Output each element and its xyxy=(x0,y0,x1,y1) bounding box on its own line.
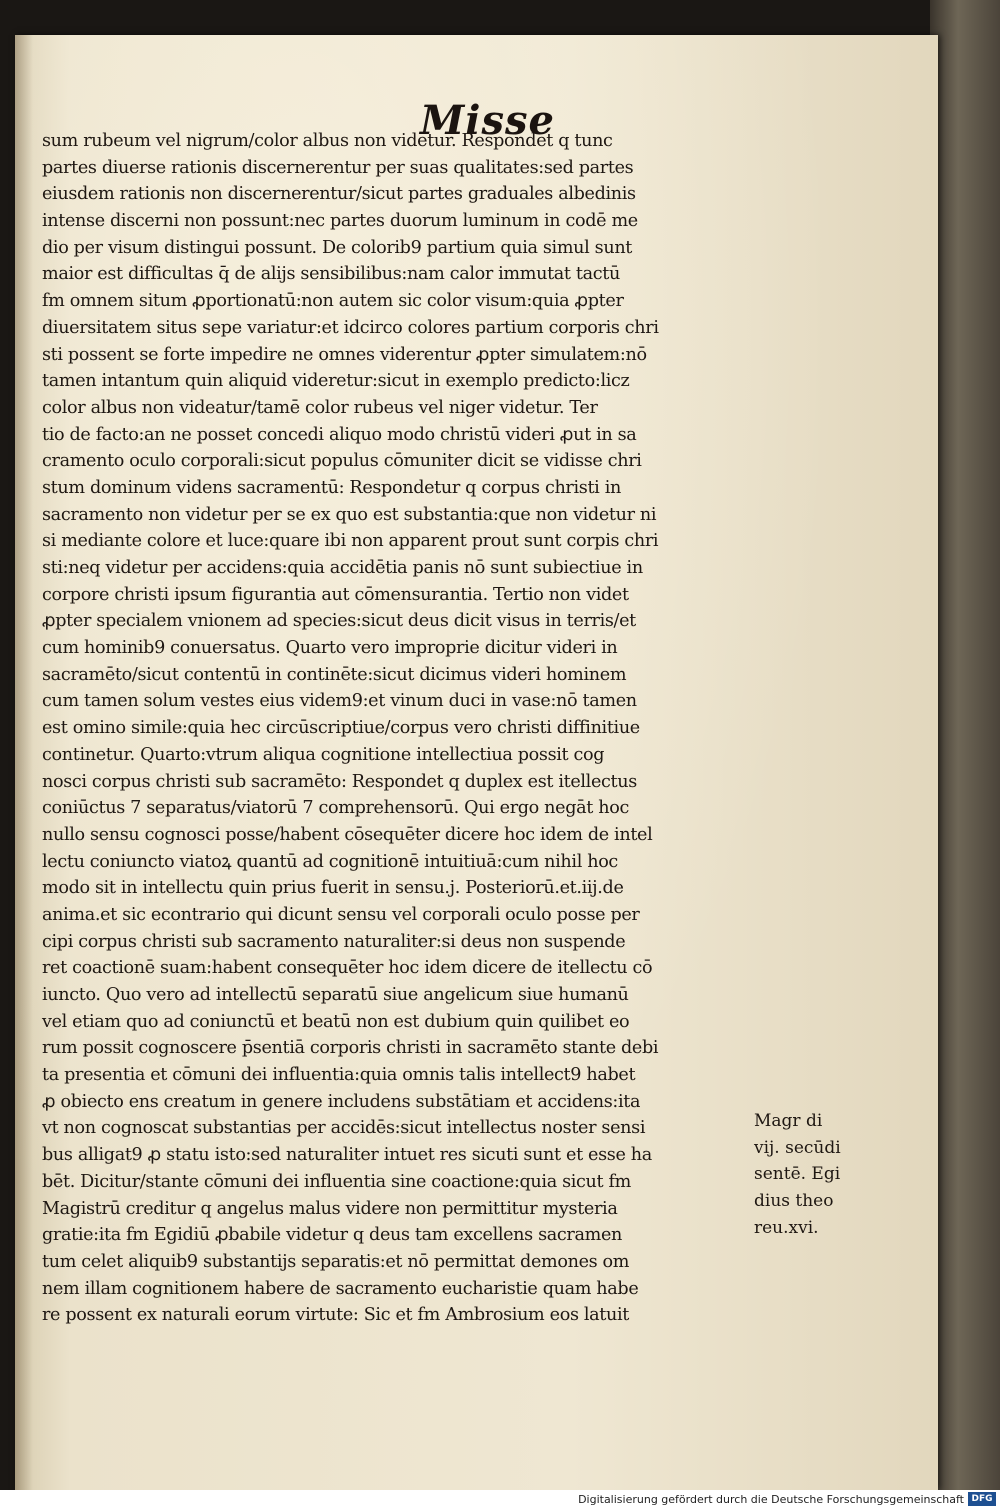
marginal-note-line: reu.xvi. xyxy=(754,1217,819,1238)
text-line: cipi corpus christi sub sacramento naturaliter:si deus non suspende xyxy=(42,931,626,952)
text-line: ret coactionē suam:habent consequēter hoc idem dicere de itellectu cō xyxy=(42,958,653,979)
text-line: sum rubeum vel nigrum/color albus non videtur. Respondet q tunc xyxy=(42,131,613,151)
text-line: cum tamen solum vestes eius videm9:et vinum duci in vase:nō tamen xyxy=(42,691,637,712)
text-line: modo sit in intellectu quin prius fuerit in sensu.j. Posteriorū.et.iij.de xyxy=(42,878,624,899)
text-line: rum possit cognoscere p̄sentiā corporis christi in sacramēto stante debi xyxy=(42,1038,659,1059)
text-line: nullo sensu cognosci posse/habent cōsequēter dicere hoc idem de intel xyxy=(42,824,653,845)
running-head: Misse xyxy=(420,97,555,144)
text-line: eiusdem rationis non discernerentur/sicut partes graduales albedinis xyxy=(42,184,636,205)
text-line: color albus non videatur/tamē color rubeus vel niger videtur. Ter xyxy=(42,397,598,418)
body-text-column xyxy=(42,128,760,1329)
text-line: cramento oculo corporali:sicut populus cōmuniter dicit se vidisse chri xyxy=(42,451,642,472)
text-line: est omino simile:quia hec circūscriptiue/corpus vero christi diffinitiue xyxy=(42,718,640,739)
text-line: partes diuerse rationis discernerentur per suas qualitates:sed partes xyxy=(42,157,634,178)
text-line: corpore christi ipsum figurantia aut cōmensurantia. Tertio non videt xyxy=(42,584,629,605)
text-line: continetur. Quarto:vtrum aliqua cognitione intellectiua possit cog xyxy=(42,744,605,765)
marginal-note-line: sentē. Egi xyxy=(754,1164,841,1185)
text-line: intense discerni non possunt:nec partes duorum luminum in codē me xyxy=(42,211,638,232)
text-line: sti:neq videtur per accidens:quia accidētia panis nō sunt subiectiue in xyxy=(42,558,643,578)
text-line: sacramento non videtur per se ex quo est substantia:que non videtur ni xyxy=(42,504,657,525)
text-line: diuersitatem situs sepe variatur:et idcirco colores partium corporis chri xyxy=(42,317,659,338)
text-line: gratie:ita fm Egidiū ꝓbabile videtur q deus tam excellens sacramen xyxy=(42,1225,622,1246)
marginal-note-line: vij. secūdi xyxy=(754,1137,841,1158)
text-line: tamen intantum quin aliquid videretur:sicut in exemplo predicto:licz xyxy=(42,371,630,392)
text-line: ꝓ obiecto ens creatum in genere includens substātiam et accidens:ita xyxy=(42,1091,641,1112)
text-line: coniūctus 7 separatus/viatorū 7 comprehensorū. Qui ergo negāt hoc xyxy=(42,798,629,819)
text-line: bus alligat9 ꝓ statu isto:sed naturaliter intuet res sicuti sunt et esse ha xyxy=(42,1145,652,1166)
text-line: Magistrū creditur q angelus malus videre non permittitur mysteria xyxy=(42,1198,618,1219)
text-line: vt non cognoscat substantias per accidēs:sicut intellectus noster sensi xyxy=(42,1118,646,1139)
text-line: ꝓpter specialem vnionem ad species:sicut deus dicit visus in terris/et xyxy=(42,611,636,632)
marginal-note xyxy=(754,1108,864,1241)
text-line: nosci corpus christi sub sacramēto: Respondet q duplex est itellectus xyxy=(42,771,637,792)
text-line: sacramēto/sicut contentū in continēte:sicut dicimus videri hominem xyxy=(42,664,627,685)
text-line: tio de facto:an ne posset concedi aliquo modo christū videri ꝓut in sa xyxy=(42,424,637,445)
marginal-note-line: dius theo xyxy=(754,1191,834,1212)
text-line: si mediante colore et luce:quare ibi non apparent prout sunt corpis chri xyxy=(42,531,659,552)
marginal-note-line: Magr di xyxy=(754,1111,823,1131)
dfg-logo: DFG xyxy=(968,1492,996,1506)
text-line: maior est difficultas q̄ de alijs sensibilibus:nam calor immutat tactū xyxy=(42,264,620,285)
funding-credit: Digitalisierung gefördert durch die Deutsche Forschungsgemeinschaft xyxy=(578,1493,964,1506)
text-line: lectu coniuncto viatoꝝ quantū ad cognitionē intuitiuā:cum nihil hoc xyxy=(42,851,618,872)
text-line: cum hominib9 conuersatus. Quarto vero improprie dicitur videri in xyxy=(42,638,618,659)
adjacent-page-edge xyxy=(930,0,1000,1490)
text-line: nem illam cognitionem habere de sacramento eucharistie quam habe xyxy=(42,1278,639,1299)
text-line: ta presentia et cōmuni dei influentia:quia omnis talis intellect9 habet xyxy=(42,1065,636,1086)
text-line: iuncto. Quo vero ad intellectū separatū siue angelicum siue humanū xyxy=(42,985,629,1005)
text-line: fm omnem situm ꝓportionatū:non autem sic color visum:quia ꝓpter xyxy=(42,291,624,312)
text-line: vel etiam quo ad coniunctū et beatū non est dubium quin quilibet eo xyxy=(42,1011,630,1032)
text-line: dio per visum distingui possunt. De colorib9 partium quia simul sunt xyxy=(42,237,633,258)
text-line: stum dominum videns sacramentū: Respondetur q corpus christi in xyxy=(42,477,621,498)
text-line: anima.et sic econtrario qui dicunt sensu vel corporali oculo posse per xyxy=(42,904,640,925)
text-line: re possent ex naturali eorum virtute: Sic et fm Ambrosium eos latuit xyxy=(42,1305,629,1326)
text-line: bēt. Dicitur/stante cōmuni dei influentia sine coactione:quia sicut fm xyxy=(42,1171,631,1192)
text-line: sti possent se forte impedire ne omnes viderentur ꝓpter simulatem:nō xyxy=(42,344,647,365)
text-line: tum celet aliquib9 substantijs separatis:et nō permittat demones om xyxy=(42,1251,630,1272)
